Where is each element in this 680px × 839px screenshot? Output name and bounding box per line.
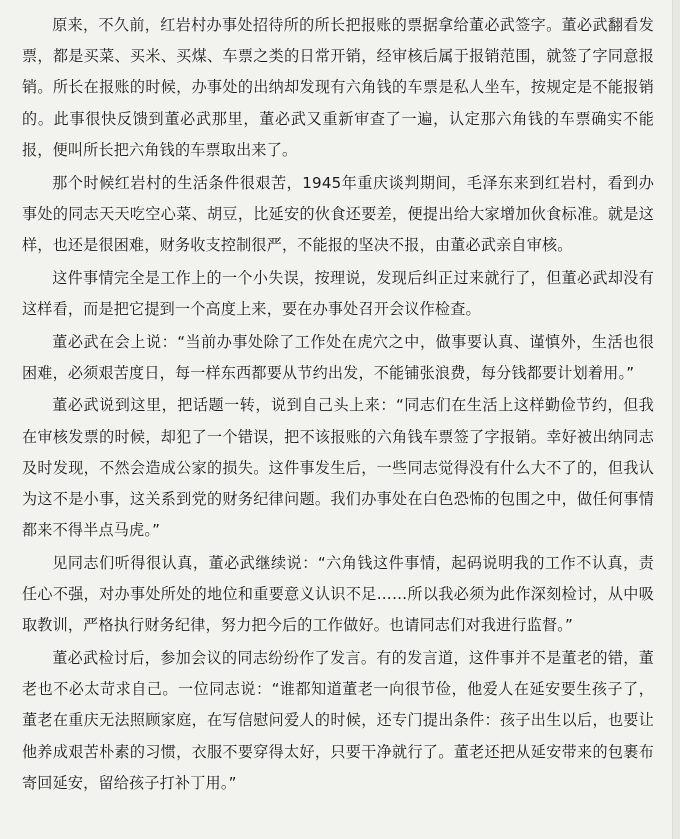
paragraph: 董必武在会上说：“当前办事处除了工作处在虎穴之中，做事要认真、谨慎外，生活也很困难，必须艰苦度日，每一样东西都要从节约出发，不能铺张浪费，每分钱都要计划着用。” xyxy=(22,332,654,382)
paragraph: 董必武说到这里，把话题一转，说到自己头上来：“同志们在生活上这样勤俭节约，但我在审核发票的时候，却犯了一个错误，把不该报账的六角钱车票签了字报销。幸好被出纳同志及时发现，不然会造成公家的损失。这件事发生后，一些同志觉得没有什么大不了的，但我认为这不是小事，这关系到党的财务纪律问题。我们办事处在白色恐怖的包围之中，做任何事情都来不得半点马虎。” xyxy=(22,396,654,540)
paragraph: 那个时候红岩村的生活条件很艰苦，1945年重庆谈判期间，毛泽东来到红岩村，看到办事处的同志天天吃空心菜、胡豆，比延安的伙食还要差，便提出给大家增加伙食标准。就是这样，也还是很困难，财务收支控制很严，不能报的坚决不报，由董必武亲自审核。 xyxy=(22,173,654,254)
page-right-margin xyxy=(672,0,680,839)
paragraph: 这件事情完全是工作上的一个小失误，按理说，发现后纠正过来就行了，但董必武却没有这样看，而是把它提到一个高度上来，要在办事处召开会议作检查。 xyxy=(22,268,654,318)
paragraph: 董必武检讨后，参加会议的同志纷纷作了发言。有的发言道，这件事并不是董老的错，董老也不必太苛求自己。一位同志说：“谁都知道董老一向很节俭，他爱人在延安要生孩子了，董老在重庆无法照顾家庭，在写信慰问爱人的时候，还专门提出条件：孩子出生以后，也要让他养成艰苦朴素的习惯，衣服不要穿得太好，只要干净就行了。董老还把从延安带来的包裹布寄回延安，留给孩子打补丁用。” xyxy=(22,649,654,792)
paragraph: 见同志们听得很认真，董必武继续说：“六角钱这件事情，起码说明我的工作不认真，责任心不强，对办事处所处的地位和重要意义认识不足……所以我必须为此作深刻检讨，从中吸取教训，严格执行财务纪律，努力把今后的工作做好。也请同志们对我进行监督。” xyxy=(22,553,654,635)
paragraph: 原来，不久前，红岩村办事处招待所的所长把报账的票据拿给董必武签字。董必武翻看发票，都是买菜、买米、买煤、车票之类的日常开销，经审核后属于报销范围，就签了字同意报销。所长在报账的时候，办事处的出纳却发现有六角钱的车票是私人坐车，按规定是不能报销的。此事很快反馈到董必武那里，董必武又重新审查了一遍，认定那六角钱的车票确实不能报，便叫所长把六角钱的车票取出来了。 xyxy=(22,16,654,159)
